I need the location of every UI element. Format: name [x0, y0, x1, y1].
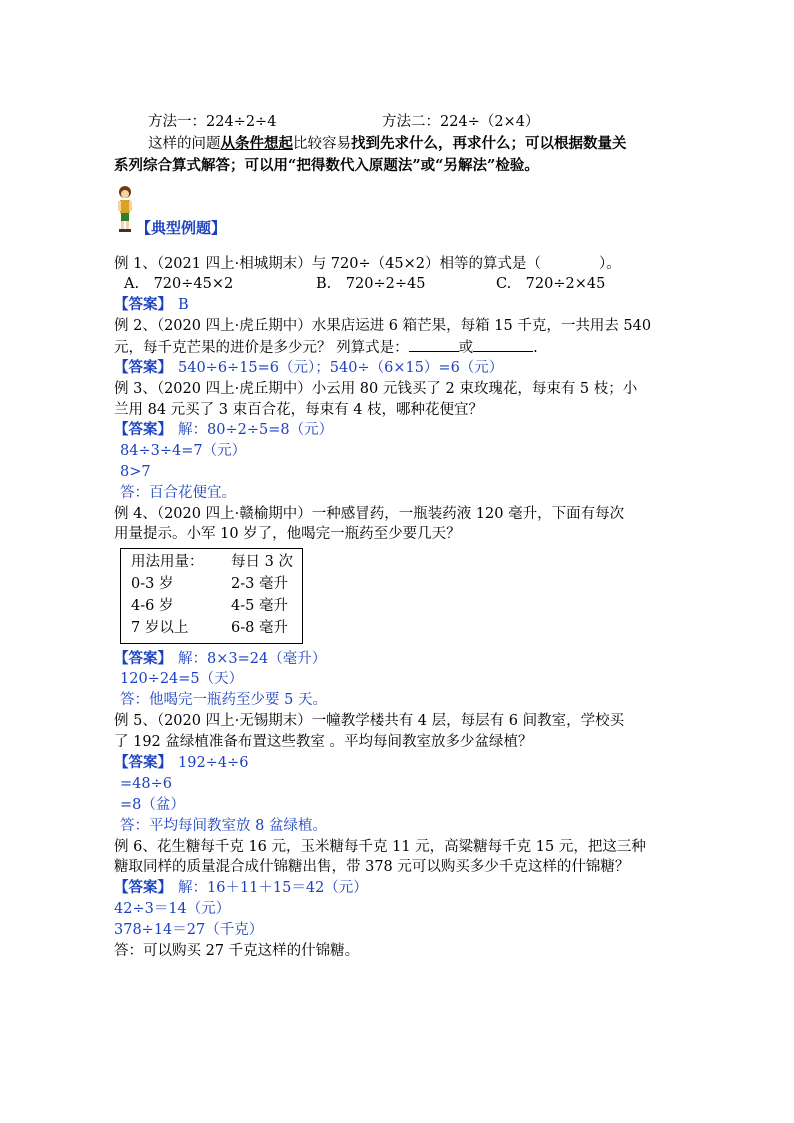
example-6-answer: 【答案】 解：16＋11＋15＝42（元）	[114, 879, 368, 896]
example-3-question-line-2: 兰用 84 元买了 3 束百合花，每束有 4 枝，哪种花便宜？	[114, 402, 484, 418]
example-4-question-line-2: 用量提示。小军 10 岁了，他喝完一瓶药至少要几天？	[114, 526, 461, 542]
dosage-table	[120, 548, 303, 644]
example-5-answer: 【答案】 192÷4÷6	[114, 754, 249, 771]
example-5-answer-line-3: =8（盆）	[120, 797, 185, 813]
dosage-row: 7 岁以上 6-8 毫升	[131, 620, 288, 636]
example-5-question-line-1: 例 5、（2020 四上·无锡期末）一幢教学楼共有 4 层，每层有 6 间教室，学校买	[114, 713, 625, 729]
example-1-option-b: B. 720÷2÷45	[316, 276, 426, 292]
example-4-answer-line-2: 120÷24=5（天）	[120, 671, 244, 687]
example-3-answer: 【答案】 解：80÷2÷5=8（元）	[114, 421, 334, 438]
example-2-question-line-2: 元，每千克芒果的进价是多少元？ 列算式是： 或 .	[114, 337, 538, 358]
example-6-question-line-1: 例 6、花生糖每千克 16 元，玉米糖每千克 11 元，高粱糖每千克 15 元，把这三种	[114, 839, 646, 855]
example-3-question-line-1: 例 3、（2020 四上·虎丘期中）小云用 80 元钱买了 2 束玫瑰花，每束有 5 枝；小	[114, 381, 638, 397]
example-4-answer: 【答案】 解：8×3=24（毫升）	[114, 650, 327, 667]
intro-paragraph-line-1: 这样的问题从条件想起比较容易找到先求什么，再求什么；可以根据数量关	[148, 135, 627, 152]
example-6-answer-line-4: 答：可以购买 27 千克这样的什锦糖。	[114, 943, 360, 959]
method-one: 方法一：224÷2÷4	[148, 114, 277, 130]
example-3-answer-line-4: 答：百合花便宜。	[120, 485, 236, 501]
example-6-answer-line-2: 42÷3＝14（元）	[114, 901, 231, 917]
example-6-answer-line-3: 378÷14＝27（千克）	[114, 922, 264, 938]
example-6-question-line-2: 糖取同样的质量混合成什锦糖出售，带 378 元可以购买多少千克这样的什锦糖？	[114, 859, 630, 875]
example-1-option-c: C. 720÷2×45	[496, 276, 606, 292]
example-4-answer-line-3: 答：他喝完一瓶药至少要 5 天。	[120, 692, 327, 708]
example-1-answer: 【答案】 B	[114, 296, 189, 313]
example-1-option-a: A. 720÷45×2	[124, 276, 234, 292]
section-heading: 【典型例题】	[136, 219, 227, 237]
dosage-row: 4-6 岁 4-5 毫升	[131, 598, 288, 614]
intro-paragraph-line-2: 系列综合算式解答；可以用“把得数代入原题法”或“另解法”检验。	[114, 157, 539, 174]
answer-blank-2	[473, 337, 533, 352]
example-2-question-line-1: 例 2、（2020 四上·虎丘期中）水果店运进 6 箱芒果，每箱 15 千克，一共用去 540	[114, 318, 652, 334]
dosage-row: 用法用量： 每日 3 次	[131, 554, 293, 570]
method-two: 方法二：224÷（2×4）	[382, 114, 540, 130]
dosage-row: 0-3 岁 2-3 毫升	[131, 576, 288, 592]
example-3-answer-line-3: 8>7	[120, 464, 151, 480]
example-3-answer-line-2: 84÷3÷4=7（元）	[120, 443, 247, 459]
mascot-icon	[114, 184, 136, 234]
example-5-answer-line-2: =48÷6	[120, 776, 172, 792]
example-2-answer: 【答案】 540÷6÷15=6（元）；540÷（6×15）=6（元）	[114, 359, 504, 376]
answer-blank-1	[409, 337, 459, 352]
example-5-answer-line-4: 答：平均每间教室放 8 盆绿植。	[120, 818, 327, 834]
example-1-question: 例 1、（2021 四上·相城期末）与 720÷（45×2）相等的算式是（ ）。	[114, 256, 621, 272]
example-4-question-line-1: 例 4、（2020 四上·赣榆期中）一种感冒药，一瓶装药液 120 毫升，下面有每次	[114, 506, 625, 522]
example-5-question-line-2: 了 192 盆绿植准备布置这些教室 。平均每间教室放多少盆绿植？	[114, 734, 533, 750]
